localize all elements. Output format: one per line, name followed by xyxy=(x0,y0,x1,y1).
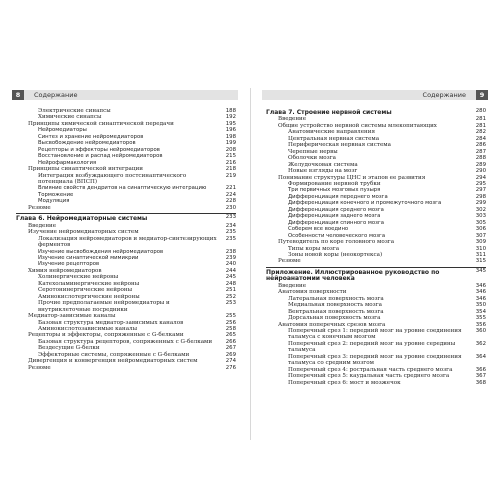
toc-entry-title: Электрические синапсы xyxy=(38,108,111,114)
toc-entry-title: Модуляция xyxy=(38,198,70,205)
toc-entry xyxy=(266,328,486,341)
toc-entry-page: 192 xyxy=(225,114,236,121)
toc-entry-title: Аминокислотозависимые каналы xyxy=(38,325,138,332)
toc-entry-page: 286 xyxy=(475,142,486,149)
toc-entry-title: Поперечный срез 6: мост и мозжечок xyxy=(288,379,401,386)
toc-entry-title: Латеральная поверхность мозга xyxy=(288,295,384,302)
toc-entry-page: 238 xyxy=(225,248,236,255)
running-header xyxy=(262,90,488,100)
toc-entry-title: Введение xyxy=(278,282,307,289)
toc-entry-page: 356 xyxy=(475,321,486,328)
toc-entry-title: Новые взгляды на мозг xyxy=(288,168,358,175)
toc-entry-page: 265 xyxy=(225,332,236,339)
toc-entry-page: 240 xyxy=(225,261,236,268)
toc-entry-page: 290 xyxy=(475,168,486,175)
toc-entry-page: 307 xyxy=(475,232,486,239)
toc-entry-title: Изучение синаптической мимикрии xyxy=(38,254,139,261)
toc-entry-page: 276 xyxy=(225,364,236,371)
toc-entry-title: Дифференциация переднего мозга xyxy=(288,193,388,200)
toc-entry-page: 284 xyxy=(475,135,486,142)
toc-entry-title: Холинергические нейроны xyxy=(38,274,119,281)
toc-entry xyxy=(266,258,486,264)
toc-entry-page: 233 xyxy=(225,214,236,221)
toc-entry-page: 258 xyxy=(225,325,236,332)
toc-entry-page: 309 xyxy=(475,239,486,246)
toc-entry-title: Периферическая нервная система xyxy=(288,142,391,149)
toc-entry-title: Прочие предполагаемые нейромедиаторы и внутриклеточные посредники xyxy=(38,300,170,313)
toc-entry-page: 350 xyxy=(475,302,486,309)
toc-entry-title: Интеграция возбуждающего постсинаптического потенциала (ВПСП) xyxy=(38,172,187,185)
toc-entry-page: 281 xyxy=(475,116,486,123)
chapter-heading xyxy=(266,267,486,283)
toc-entry-page: 218 xyxy=(225,166,236,173)
toc-entry-page: 248 xyxy=(225,280,236,287)
toc-entry-page: 208 xyxy=(225,146,236,153)
toc-entry-page: 315 xyxy=(475,258,486,265)
toc-entry-title: Поперечный срез 3: передний мозг на уровне соединения таламуса со средним мозгом xyxy=(288,353,462,367)
toc-entry-title: Дорсальная поверхность мозга xyxy=(288,315,381,322)
toc-entry-page: 235 xyxy=(225,235,236,242)
toc-entry-page: 346 xyxy=(475,289,486,296)
toc-entry-title: Типы коры мозга xyxy=(288,245,340,252)
toc-entry-page: 280 xyxy=(475,108,486,114)
toc-entry-page: 251 xyxy=(225,287,236,294)
page-number: 9 xyxy=(476,90,488,100)
toc-entry-title: Рецепторы и эффекторы, сопряженные с G-белками xyxy=(28,332,184,339)
toc-entry-title: Оболочки мозга xyxy=(288,155,336,162)
toc-entry-page: 230 xyxy=(225,204,236,211)
toc-entry-title: Изучение рецепторов xyxy=(38,261,100,268)
toc-entry-title: Зоны новой коры (неокортекса) xyxy=(288,251,383,258)
toc-entry-title: Базовая структура медиатор-зависимых каналов xyxy=(38,319,184,326)
toc-entry-title: Поперечный срез 2: передний мозг на уровне середины таламуса xyxy=(288,340,456,354)
toc-entry-title: Аминокислотергические нейроны xyxy=(38,293,140,300)
toc-entry-page: 216 xyxy=(225,159,236,166)
toc-entry-title: Общие устройство нервной системы млекопитающих xyxy=(278,122,437,129)
toc-entry-title: Вентральная поверхность мозга xyxy=(288,308,384,315)
toc-entry-title: Высвобождение нейромедиаторов xyxy=(38,140,136,147)
toc-entry-title: Анатомия поперечных срезов мозга xyxy=(278,321,386,328)
toc-entry-page: 221 xyxy=(225,185,236,192)
toc-entry-page: 235 xyxy=(225,229,236,236)
toc-entry-title: Анатомические направления xyxy=(288,129,376,136)
toc-entry-page: 360 xyxy=(475,327,486,334)
toc-entry-title: Поперечный срез 4: ростральная часть среднего мозга xyxy=(288,366,453,373)
toc-entry-title: Изучение высвобождения нейромедиаторов xyxy=(38,248,164,255)
toc-entry-page: 252 xyxy=(225,293,236,300)
toc-entry xyxy=(16,173,236,186)
toc-entry-title: Дифференциация заднего мозга xyxy=(288,213,381,220)
toc-entry-title: Дивергенция и конвергенция нейромедиаторных систем xyxy=(28,358,198,365)
toc-entry-title: Глава 7. Строение нервной системы xyxy=(266,109,392,116)
toc-entry-title: Понимание структуры ЦНС и этапов ее развития xyxy=(278,174,426,181)
toc-entry-title: Введение xyxy=(28,222,57,229)
toc-entry-title: Восстановление и распад нейромедиаторов xyxy=(38,153,163,160)
toc-entry-title: Дифференциация среднего мозга xyxy=(288,206,384,213)
toc-entry-page: 346 xyxy=(475,295,486,302)
toc-entry-title: Базовая структура рецепторов, сопряженных с G-белками xyxy=(38,338,213,345)
toc-entry-page: 355 xyxy=(475,315,486,322)
toc-entry-page: 256 xyxy=(225,319,236,326)
toc-entry-page: 287 xyxy=(475,148,486,155)
toc-entry-title: Соберем все воедино xyxy=(288,226,349,233)
toc-entry-page: 295 xyxy=(475,180,486,187)
toc-entry-title: Дифференциация спинного мозга xyxy=(288,219,384,226)
toc-entry-page: 297 xyxy=(475,187,486,194)
toc-list xyxy=(266,108,486,386)
toc-entry xyxy=(16,365,236,371)
toc-entry-title: Резюме xyxy=(28,364,51,371)
toc-entry-title: Изучение нейромедиаторных систем xyxy=(28,229,139,236)
toc-entry-title: Резюме xyxy=(278,258,301,265)
toc-entry-page: 267 xyxy=(225,345,236,352)
running-title: Содержание xyxy=(34,91,78,99)
toc-entry-page: 364 xyxy=(475,353,486,360)
toc-entry-title: Химия нейромедиаторов xyxy=(28,267,102,274)
toc-entry-title: Медиальная поверхность мозга xyxy=(288,302,382,309)
toc-entry-title: Глава 6. Нейромедиаторные системы xyxy=(16,215,148,223)
toc-entry-page: 289 xyxy=(475,161,486,168)
chapter-heading xyxy=(16,213,236,222)
toc-entry-title: Торможение xyxy=(38,191,74,198)
book-spine xyxy=(250,88,251,440)
toc-entry-title: Введение xyxy=(278,116,307,123)
toc-list xyxy=(16,108,236,371)
toc-entry-page: 244 xyxy=(225,267,236,274)
toc-entry xyxy=(266,354,486,367)
toc-entry-page: 255 xyxy=(225,313,236,320)
toc-entry-page: 245 xyxy=(225,274,236,281)
toc-entry-page: 196 xyxy=(225,127,236,134)
toc-entry-title: Три первичных мозговых пузыря xyxy=(288,187,381,194)
toc-entry-page: 368 xyxy=(475,379,486,386)
toc-entry-page: 298 xyxy=(475,193,486,200)
toc-entry xyxy=(266,341,486,354)
toc-entry-page: 299 xyxy=(475,200,486,207)
toc-entry xyxy=(266,380,486,386)
toc-entry-title: Желудочковая система xyxy=(288,161,358,168)
toc-entry-page: 282 xyxy=(475,129,486,136)
toc-entry-page: 234 xyxy=(225,222,236,229)
toc-entry-page: 302 xyxy=(475,206,486,213)
running-title: Содержание xyxy=(422,91,466,99)
toc-entry-title: Резюме xyxy=(28,204,51,211)
toc-entry-page: 224 xyxy=(225,191,236,198)
toc-entry-page: 195 xyxy=(225,120,236,127)
toc-entry-title: Нейромедиаторы xyxy=(38,127,87,134)
toc-entry-title: Серотонинергические нейроны xyxy=(38,287,133,294)
toc-entry xyxy=(16,205,236,211)
toc-entry-title: Приложение. Иллюстрированное руководство по нейроанатомии человека xyxy=(266,268,440,283)
toc-entry-title: Путеводитель по коре головного мозга xyxy=(278,239,395,246)
chapter-heading xyxy=(266,108,486,116)
toc-entry-title: Черепные нервы xyxy=(288,148,338,155)
toc-entry-title: Центральная нервная система xyxy=(288,135,380,142)
toc-entry-title: Химические синапсы xyxy=(38,114,102,121)
toc-entry-page: 239 xyxy=(225,254,236,261)
toc-entry-page: 366 xyxy=(475,366,486,373)
toc-entry-title: Поперечный срез 5: каудальная часть среднего мозга xyxy=(288,373,450,380)
left-page xyxy=(12,90,238,435)
toc-entry xyxy=(16,236,236,249)
toc-entry-page: 281 xyxy=(475,122,486,129)
right-page xyxy=(262,90,488,435)
toc-entry-page: 345 xyxy=(475,267,486,274)
toc-entry xyxy=(16,300,236,313)
toc-entry-title: Особенности человеческого мозга xyxy=(288,232,386,239)
toc-entry-title: Формирование нервной трубки xyxy=(288,180,381,187)
running-header xyxy=(12,90,238,100)
toc-entry-page: 199 xyxy=(225,140,236,147)
toc-entry-page: 346 xyxy=(475,282,486,289)
toc-entry-page: 288 xyxy=(475,155,486,162)
toc-entry-page: 303 xyxy=(475,213,486,220)
toc-entry-page: 311 xyxy=(475,251,486,258)
toc-entry-page: 294 xyxy=(475,174,486,181)
toc-entry-page: 188 xyxy=(225,108,236,114)
toc-entry-title: Анатомия поверхности xyxy=(278,289,347,296)
toc-entry-page: 367 xyxy=(475,373,486,380)
toc-entry-page: 198 xyxy=(225,133,236,140)
toc-entry-title: Вездесущие G-белки xyxy=(38,345,100,352)
toc-entry-page: 269 xyxy=(225,351,236,358)
toc-entry-title: Рецепторы и эффекторы нейромедиаторов xyxy=(38,146,160,153)
toc-entry-title: Принципы синаптической интеграции xyxy=(28,166,143,173)
toc-entry-page: 274 xyxy=(225,358,236,365)
toc-entry-title: Медиатор-зависимые каналы xyxy=(28,313,116,320)
page-number: 8 xyxy=(12,90,24,100)
toc-entry-page: 215 xyxy=(225,153,236,160)
toc-entry-page: 266 xyxy=(225,338,236,345)
toc-entry-page: 362 xyxy=(475,340,486,347)
toc-entry-title: Дифференциация конечного и промежуточного мозга xyxy=(288,200,442,207)
toc-entry-title: Принципы химической синаптической передачи xyxy=(28,120,174,127)
toc-entry-page: 354 xyxy=(475,308,486,315)
toc-entry-title: Нейрофармакология xyxy=(38,159,97,166)
toc-entry-page: 219 xyxy=(225,172,236,179)
toc-entry-title: Поперечный срез 1: передний мозг на уровне соединения таламуса с конечным мозгом xyxy=(288,327,462,341)
toc-entry-title: Эффекторные системы, сопряженные с G-белками xyxy=(38,351,190,358)
toc-entry-page: 306 xyxy=(475,226,486,233)
toc-entry-page: 228 xyxy=(225,198,236,205)
toc-entry-title: Синтез и хранение нейромедиаторов xyxy=(38,133,144,140)
toc-entry-title: Катехоламинергические нейроны xyxy=(38,280,140,287)
toc-entry-page: 253 xyxy=(225,300,236,307)
toc-entry-page: 310 xyxy=(475,245,486,252)
toc-entry-title: Влияние свойств дендритов на синаптическую интеграцию xyxy=(38,185,207,192)
toc-entry-page: 305 xyxy=(475,219,486,226)
toc-entry-title: Локализация нейромедиаторов и медиатор-синтезирующих ферментов xyxy=(38,235,217,249)
